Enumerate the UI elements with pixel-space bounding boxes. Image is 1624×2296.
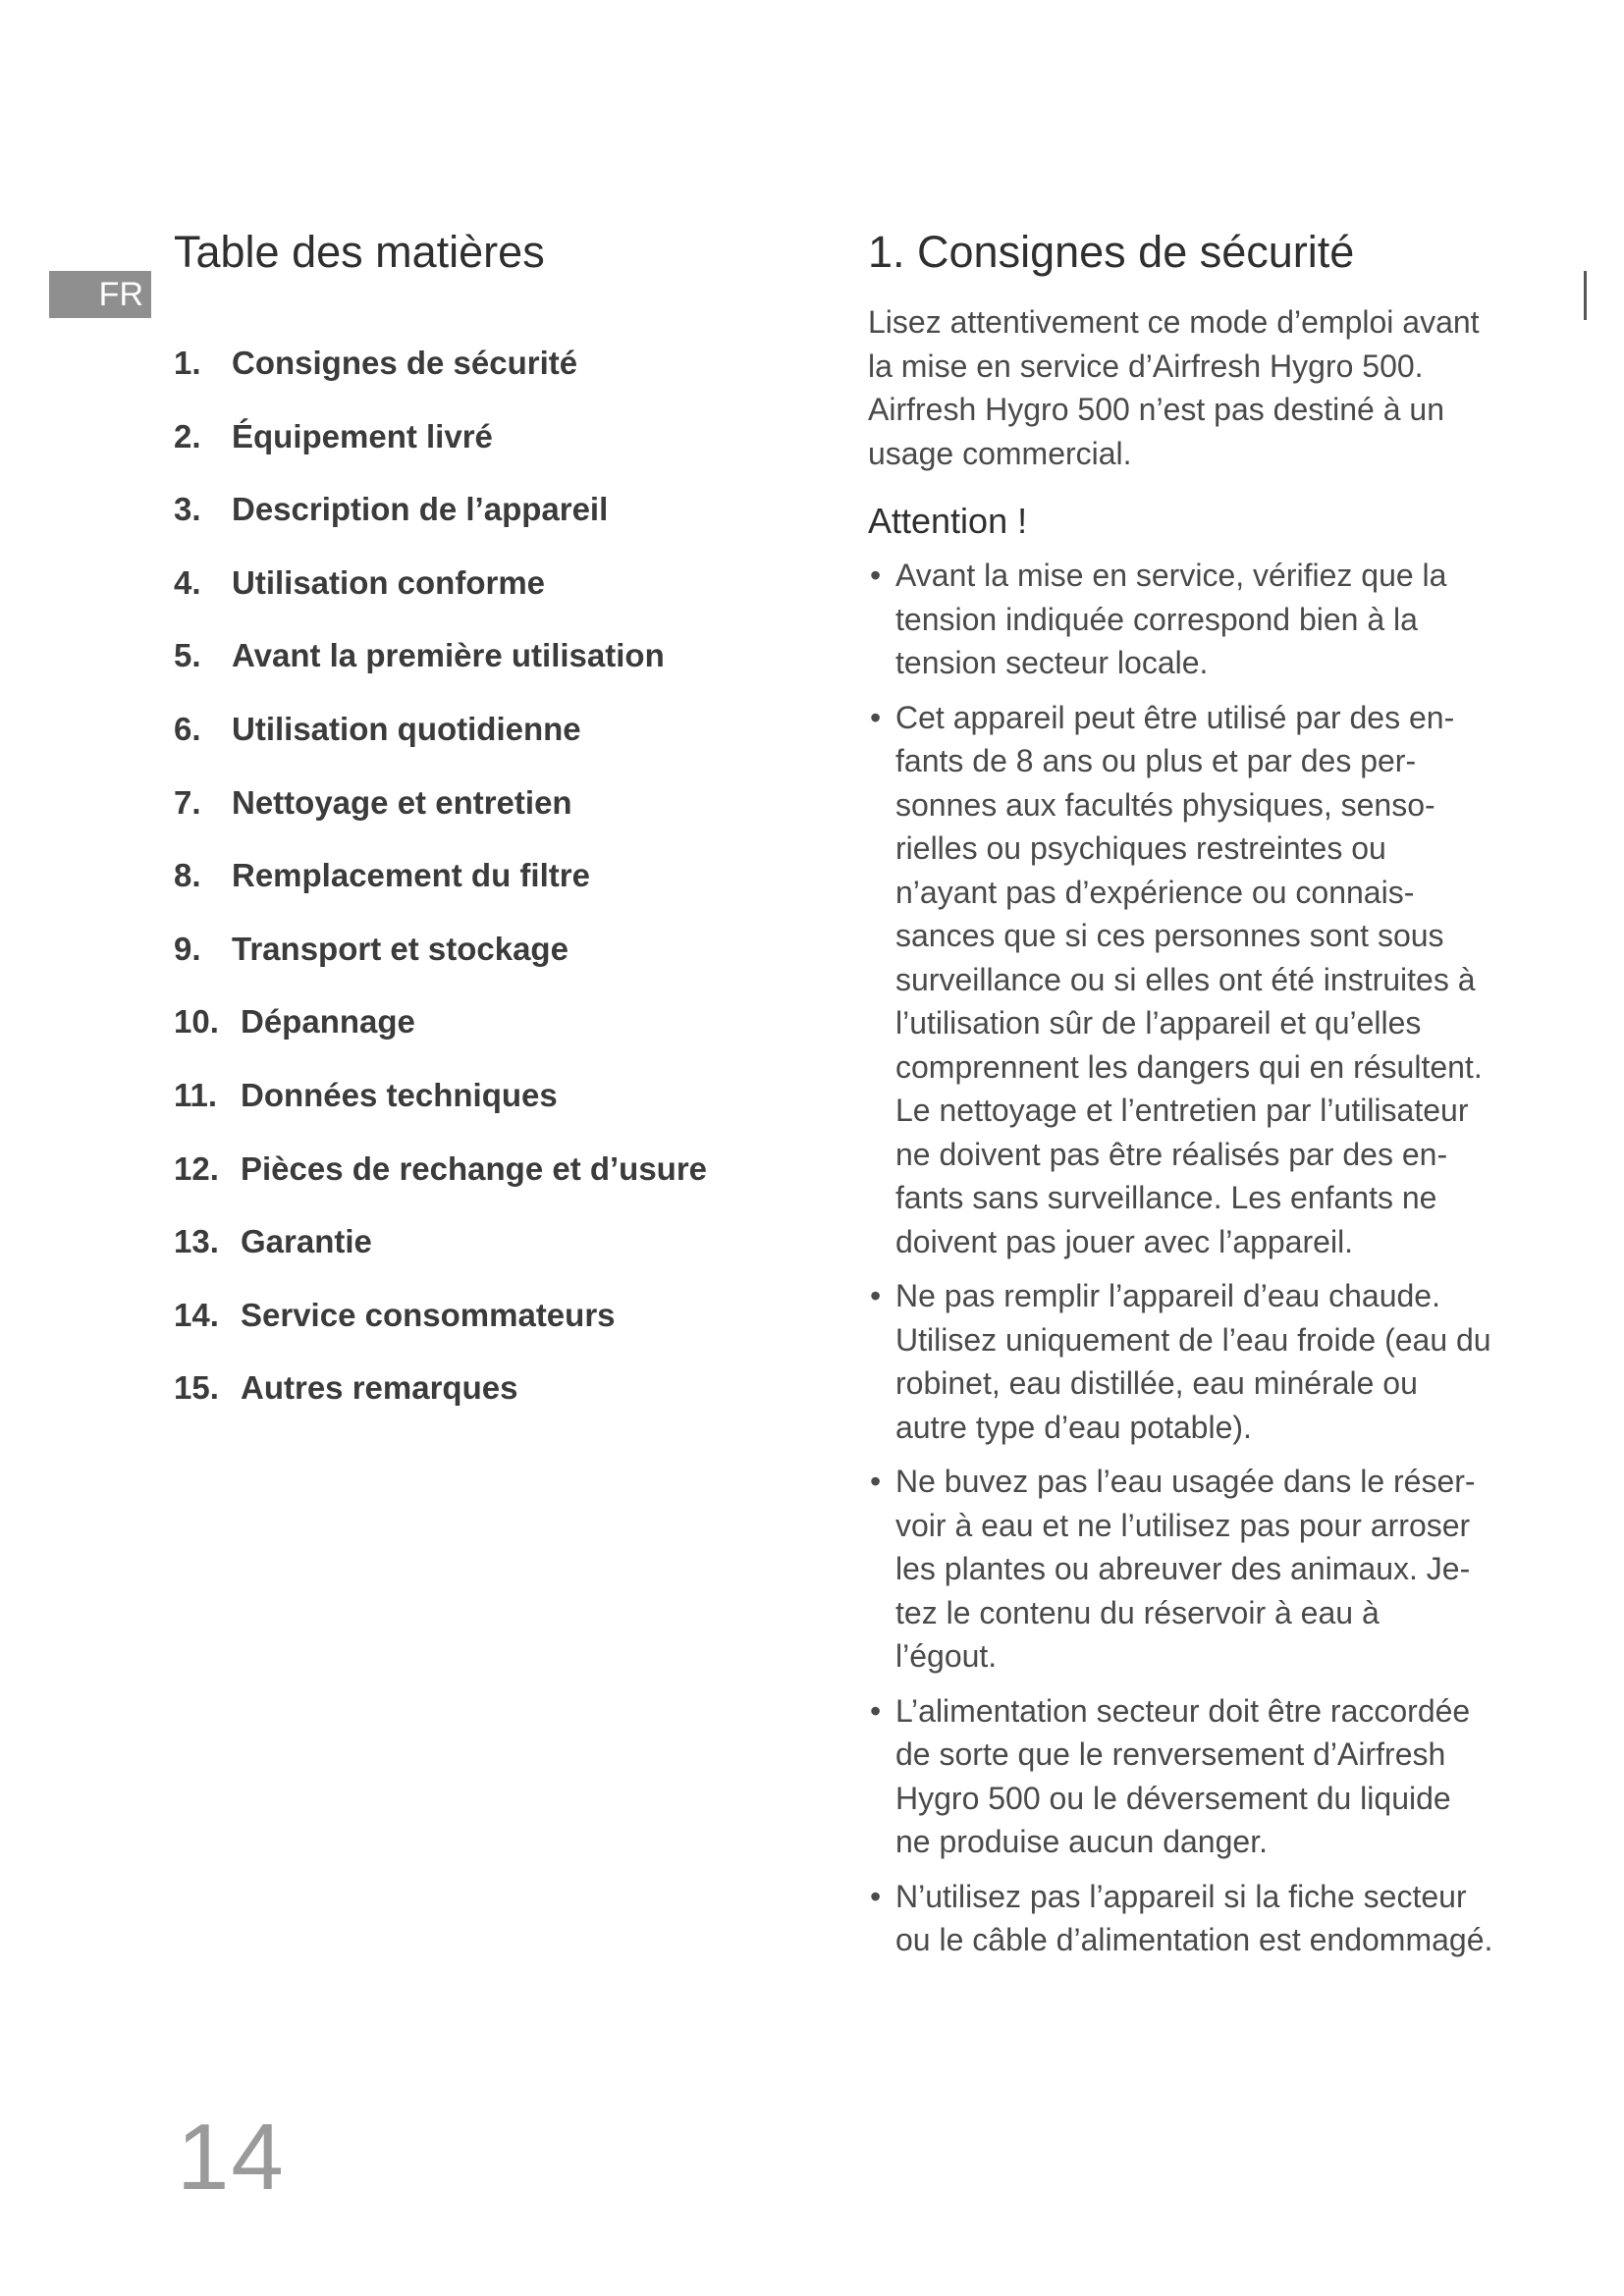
toc-title: Table des matières [174,227,545,277]
bullet-icon: • [870,558,882,593]
language-tab: FR [49,271,151,318]
toc-item-label: Utilisation conforme [232,563,546,601]
toc-item-12 [174,1149,783,1223]
toc-item-15 [174,1368,783,1442]
toc-item-number: 8. [174,857,201,894]
bullet-text: Ne pas remplir l’appareil d’eau chaude. Utilisez uniquement de l’eau froide (eau du robinet, eau distillée, eau minérale ou autre type d’eau potable). [895,1278,1491,1445]
toc-item-number: 3. [174,491,201,528]
toc-item-label: Transport et stockage [232,930,568,967]
bullet-item [868,1689,1516,1864]
page-number: 14 [177,2105,286,2210]
attention-heading: Attention ! [868,501,1028,541]
toc-item-13 [174,1222,783,1296]
toc-item-number: 2. [174,417,201,454]
safety-bullet-list [868,554,1516,1962]
toc-list [174,344,783,1442]
margin-marker [1584,271,1587,320]
toc-item-8 [174,856,783,930]
toc-item-2 [174,417,783,491]
toc-item-number: 15. [174,1369,219,1407]
toc-item-label: Consignes de sécurité [232,345,578,381]
bullet-text: L’alimentation secteur doit être raccordée de sorte que le renversement d’Airfresh Hygro 500 ou le déversement du liquide ne produise aucun danger. [895,1692,1471,1859]
toc-item-label: Service consommateurs [241,1296,616,1333]
toc-item-14 [174,1296,783,1369]
toc-item-number: 14. [174,1296,219,1333]
bullet-text: Cet appareil peut être utilisé par des en- fants de 8 ans ou plus et par des per- sonnes aux facultés physiques, senso- rielles ou psychiques restreintes ou n’ayant pas d’expérience ou connais- sances que si ces personnes sont sous surveillance ou si elles ont été instruites à l’utilisation sûr de l’appareil et qu’elles comprennent les dangers qui en résultent. Le nettoyage et l’entretien par l’utilisateur ne doivent pas être réalisés par des en- fants sans surveillance. Les enfants ne doivent pas jouer avec l’appareil. [895,699,1483,1259]
bullet-icon: • [870,1878,882,1914]
toc-item-5 [174,636,783,710]
bullet-item [868,1274,1516,1449]
toc-item-3 [174,490,783,563]
toc-item-number: 11. [174,1076,218,1113]
toc-item-label: Remplacement du filtre [232,857,590,894]
bullet-text: Ne buvez pas l’eau usagée dans le réser- voir à eau et ne l’utilisez pas pour arroser les plantes ou abreuver des animaux. Je- tez le contenu du réservoir à eau à l’égout. [895,1464,1476,1674]
toc-item-number: 6. [174,710,201,747]
toc-item-10 [174,1002,783,1076]
safety-section [868,222,1516,1973]
toc-item-number: 10. [174,1003,219,1041]
intro-paragraph: Lisez attentivement ce mode d’emploi avant la mise en service d’Airfresh Hygro 500. Airfresh Hygro 500 n’est pas destiné à un usage commercial. [868,304,1480,471]
toc-item-label: Équipement livré [232,417,493,454]
toc-item-6 [174,710,783,783]
bullet-item [868,1875,1516,1962]
bullet-text: Avant la mise en service, vérifiez que la tension indiquée correspond bien à la tension secteur locale. [895,558,1447,680]
toc-item-label: Nettoyage et entretien [232,783,572,821]
toc-item-label: Pièces de rechange et d’usure [241,1149,708,1187]
toc-item-label: Avant la première utilisation [232,637,665,674]
section-title: 1. Consignes de sécurité [868,227,1355,277]
bullet-item [868,554,1516,685]
toc-item-label: Autres remarques [241,1369,518,1407]
bullet-item [868,696,1516,1264]
bullet-icon: • [870,1278,882,1313]
toc-item-number: 5. [174,637,201,674]
toc-item-label: Dépannage [241,1003,415,1041]
toc-item-number: 7. [174,783,201,821]
table-of-contents [174,222,783,1442]
toc-item-label: Garantie [241,1223,372,1260]
toc-item-9 [174,930,783,1003]
toc-item-number: 13. [174,1223,219,1260]
toc-item-label: Utilisation quotidienne [232,710,581,747]
toc-item-4 [174,563,783,637]
toc-item-number: 4. [174,563,201,601]
toc-item-11 [174,1076,783,1149]
toc-item-number: 1. [174,345,201,381]
toc-item-1 [174,344,783,417]
bullet-text: N’utilisez pas l’appareil si la fiche secteur ou le câble d’alimentation est endommagé. [895,1878,1493,1957]
toc-item-number: 12. [174,1149,219,1187]
bullet-icon: • [870,699,882,735]
bullet-icon: • [870,1692,882,1729]
toc-item-label: Description de l’appareil [232,491,609,528]
toc-item-label: Données techniques [241,1076,558,1113]
bullet-icon: • [870,1464,882,1499]
bullet-item [868,1460,1516,1679]
toc-item-number: 9. [174,930,201,967]
toc-item-7 [174,783,783,857]
